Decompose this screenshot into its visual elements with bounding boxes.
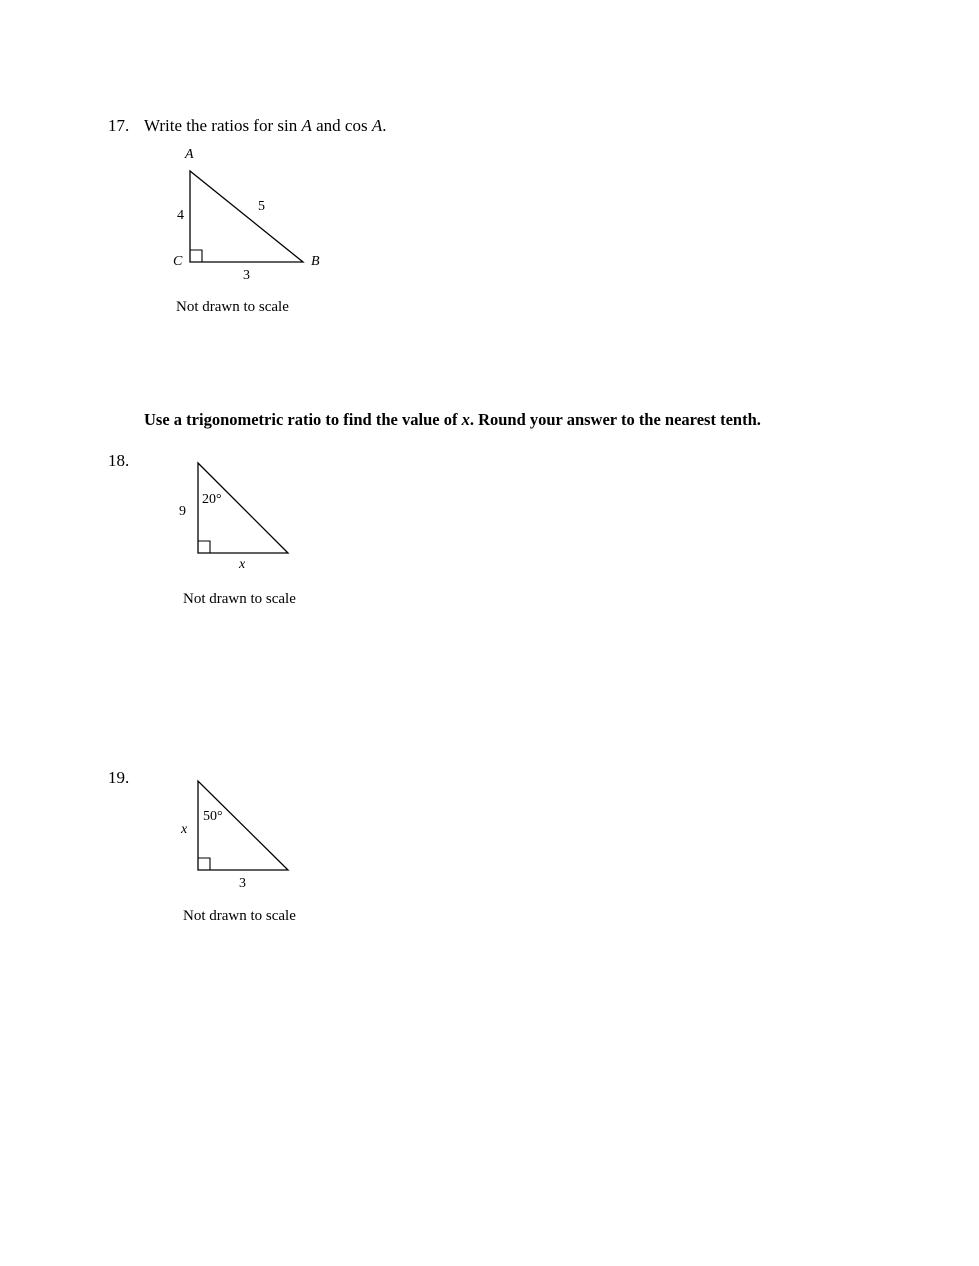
side-label-vertical: 9 [179,504,186,519]
section-instructions: Use a trigonometric ratio to find the value of x. Round your answer to the nearest tenth. [144,410,761,429]
figure-caption: Not drawn to scale [176,299,289,315]
right-angle-marker [198,541,210,553]
triangle-shape [190,171,303,262]
right-angle-marker [190,250,202,262]
figure-caption: Not drawn to scale [183,591,296,607]
question-number: 19. [108,768,130,787]
side-label-vertical: x [181,822,188,837]
question-number: 17. [108,116,130,135]
right-angle-marker [198,858,210,870]
side-label-horizontal: 3 [239,876,246,891]
vertex-label-b: B [311,254,320,269]
figure-caption: Not drawn to scale [183,908,296,924]
triangle-abc-figure [0,0,979,340]
question-prompt: Write the ratios for sin A and cos A. [144,116,387,135]
side-label-vertical: 4 [177,208,184,223]
triangle-shape [198,463,288,553]
side-label-horizontal: 3 [243,268,250,283]
vertex-label-c: C [173,254,183,269]
triangle-shape [198,781,288,870]
side-label-horizontal: x [239,557,246,572]
triangle-19-figure [0,760,979,900]
triangle-18-figure [0,440,979,580]
angle-label: 20° [202,492,222,507]
angle-label: 50° [203,809,223,824]
question-number: 18. [108,451,130,470]
vertex-label-a: A [185,147,194,162]
side-label-hypotenuse: 5 [258,199,265,214]
